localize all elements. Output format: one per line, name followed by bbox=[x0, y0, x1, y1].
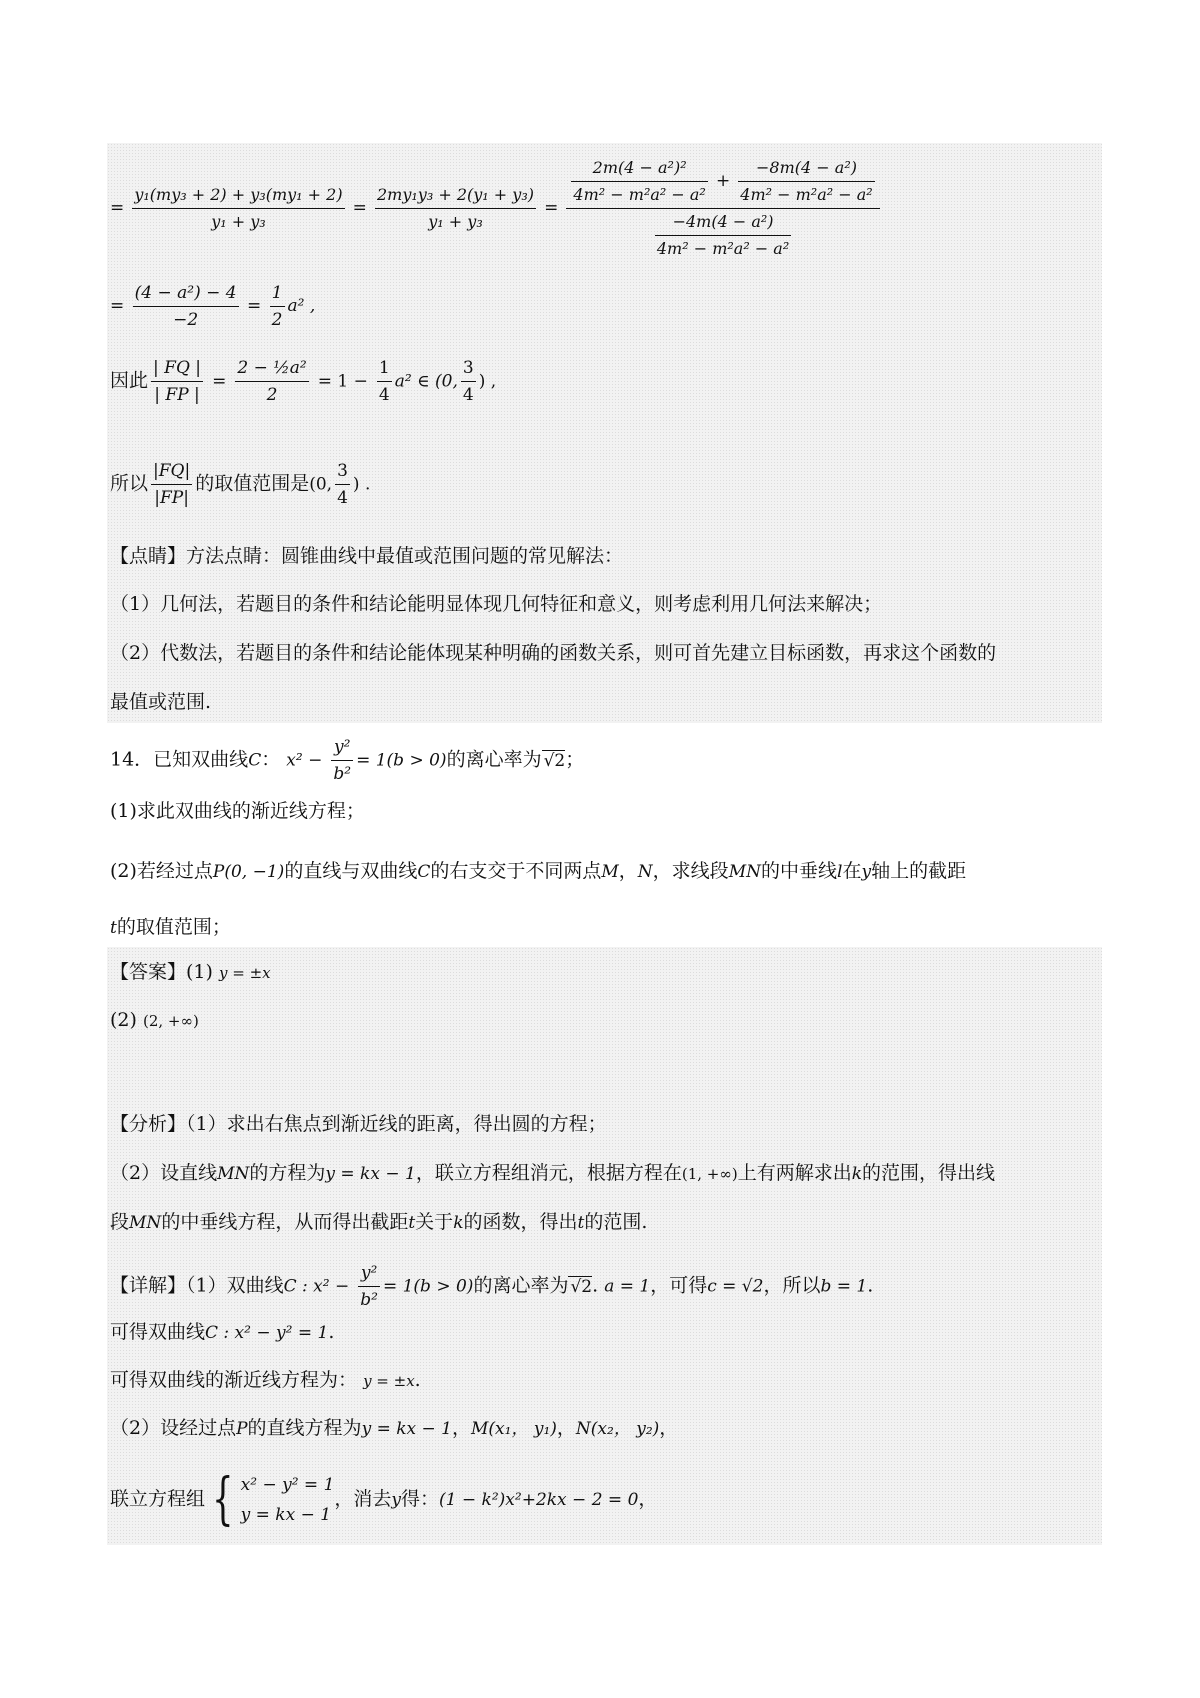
equation-line-1: = $\frac{\text{y₁(my₃ + 2) + y₃(my₁ + 2)}}{\text{y₁ + y₃}}$ = $\frac{\text{2my₁y₃ + 2(y₁ + y₃)}}{\text{y₁ + y₃}}$ = $\frac{\text{2m(4 − a²)²}}{\text{4m² − m²a² − a²}}$ + $\frac{\text{−8m(4 − a²)}}{\text{4m² − m²a² − a²}}$ $\frac{\text{−4m(4 − a²)}}{\text{4m² − m²a² − a²}}$ bbox=[110, 155, 883, 262]
detail-2: 可得双曲线C : x² − y² = 1. bbox=[110, 1321, 335, 1343]
method-2-cont: 最值或范围. bbox=[110, 691, 212, 713]
answer-1: 【答案】(1) y = ±x bbox=[110, 961, 271, 983]
solution-block-14 bbox=[107, 947, 1102, 1545]
range-conclusion: 所以 $\frac{|FQ|}{|FP|}$ 的取值范围是(0, $\frac{3}{4}$ ) . bbox=[110, 458, 370, 511]
detail-1: 【详解】（1）双曲线C : x² − $\frac{\text{y²}}{\text{b²}}$ = 1(b > 0)的离心率为 √2. a = 1，可得c = √2，所以b = 1. bbox=[110, 1260, 873, 1313]
frac2-num: 2my₁y₃ + 2(y₁ + y₃) bbox=[375, 182, 536, 209]
detail-4: （2）设经过点P的直线方程为y = kx − 1，M(x₁， y₁)，N(x₂， y₂)， bbox=[110, 1417, 679, 1439]
question-2-cont: t的取值范围； bbox=[110, 916, 231, 938]
analysis-2: （2）设直线MN的方程为y = kx − 1，联立方程组消元，根据方程在(1, +∞)上有两解求出k的范围，得出线 bbox=[110, 1162, 996, 1184]
frac1-den: y₁ + y₃ bbox=[211, 212, 266, 231]
answer-2: (2) (2, +∞) bbox=[110, 1009, 199, 1031]
dianjing-heading: 【点睛】方法点睛：圆锥曲线中最值或范围问题的常见解法： bbox=[110, 545, 624, 567]
analysis-1: 【分析】（1）求出右焦点到渐近线的距离，得出圆的方程； bbox=[110, 1113, 607, 1135]
analysis-3: 段MN的中垂线方程，从而得出截距t关于k的函数，得出t的范围. bbox=[110, 1211, 648, 1233]
equation-line-3: 因此 $\frac{| FQ |}{| FP |}$ = $\frac{\text{2 − ½a²}}{2}$ = 1 − $\frac{1}{4}$ a² ∈ (0, $\frac{3}{4}$ ) , bbox=[110, 355, 496, 408]
question-2: (2)若经过点P(0, −1)的直线与双曲线C的右支交于不同两点M，N，求线段MN的中垂线l在y轴上的截距 bbox=[110, 860, 967, 882]
method-2: （2）代数法，若题目的条件和结论能体现某种明确的函数关系，则可首先建立目标函数，再求这个函数的 bbox=[110, 642, 997, 664]
detail-3: 可得双曲线的渐近线方程为： y = ±x. bbox=[110, 1369, 421, 1391]
frac2-den: y₁ + y₃ bbox=[428, 212, 483, 231]
question-1: (1)求此双曲线的渐近线方程； bbox=[110, 800, 365, 822]
compound-fraction: $\frac{\text{2m(4 − a²)²}}{\text{4m² − m²a² − a²}}$ + $\frac{\text{−8m(4 − a²)}}{\text{4m² − m²a² − a²}}$ $\frac{\text{−4m(4 − a²)}}{\text{4m² − m²a² − a²}}$ bbox=[566, 155, 879, 262]
frac1-num: y₁(my₃ + 2) + y₃(my₁ + 2) bbox=[132, 182, 344, 209]
equation-line-2: = $\frac{\text{(4 − a²) − 4}}{-2}$ = $\frac{1}{2}$ a² , bbox=[110, 280, 315, 333]
method-1: （1）几何法，若题目的条件和结论能明显体现几何特征和意义，则考虑利用几何法来解决； bbox=[110, 593, 883, 615]
detail-5: 联立方程组 { x² − y² = 1 y = kx − 1 ，消去y得：(1 − k²)x²+2kx − 2 = 0， bbox=[110, 1467, 658, 1532]
problem-14-stem: 14．已知双曲线C： x² − $\frac{\text{y²}}{\text{b²}}$ = 1(b > 0)的离心率为 √2； bbox=[110, 734, 584, 787]
